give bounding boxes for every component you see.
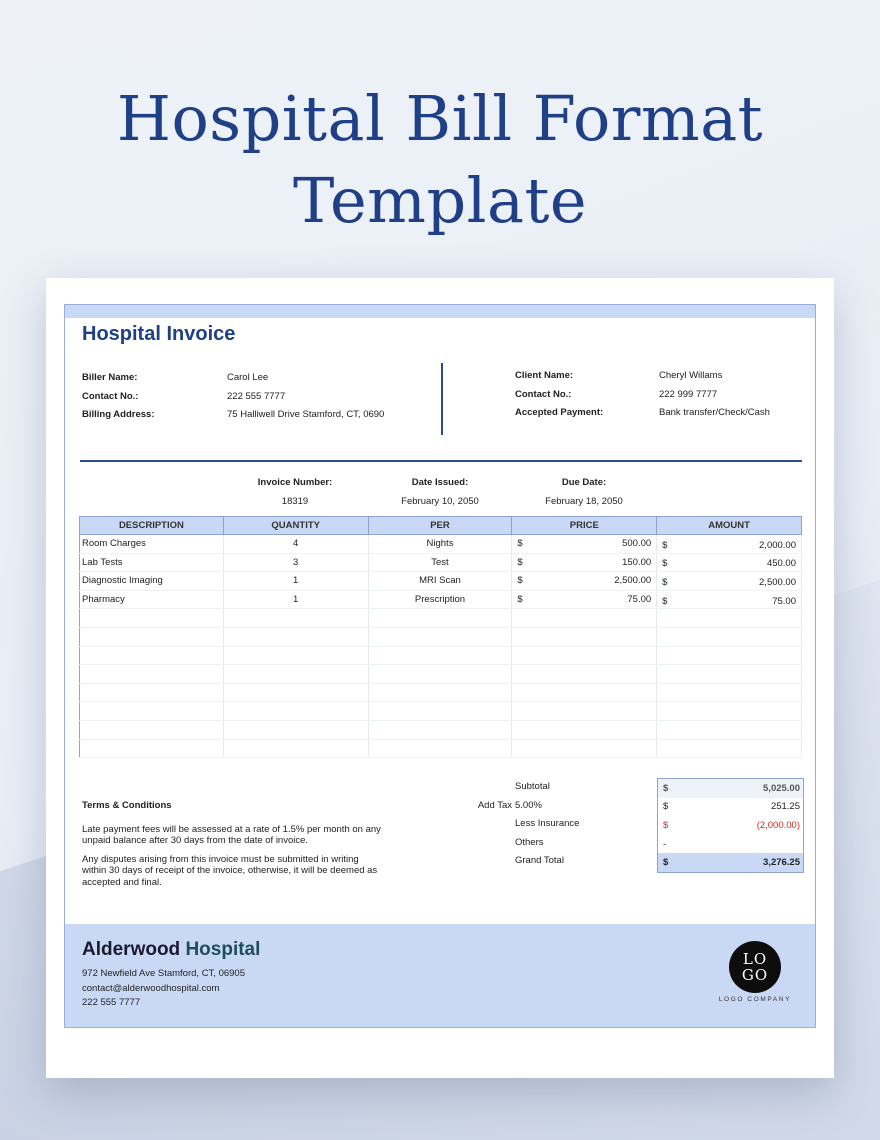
- vertical-divider: [441, 363, 443, 435]
- currency-symbol: $: [662, 576, 668, 588]
- client-contact-label: Contact No.:: [515, 388, 572, 400]
- currency-symbol: $: [662, 539, 668, 551]
- item-price-value: 2,500.00: [614, 575, 652, 587]
- logo-line2: GO: [741, 966, 769, 984]
- item-amount: [657, 535, 802, 554]
- currency-symbol: $: [662, 595, 668, 607]
- item-quantity: 4: [223, 535, 368, 554]
- currency-symbol: $: [663, 819, 669, 831]
- item-amount-value: 2,500.00: [759, 576, 796, 588]
- tax-rate: 5.00%: [515, 799, 542, 811]
- table-row: [80, 572, 802, 591]
- hospital-address: 972 Newfield Ave Stamford, CT, 06905: [82, 968, 246, 979]
- tax-row: [658, 798, 803, 817]
- item-price: [512, 590, 657, 609]
- totals-box: [657, 778, 804, 873]
- hero-title: [0, 78, 880, 242]
- invoice-number-block: [235, 473, 355, 511]
- item-quantity: 1: [223, 590, 368, 609]
- hospital-name: [82, 939, 260, 961]
- invoice-number: 18319: [281, 496, 309, 507]
- subtotal-label: Subtotal: [515, 781, 550, 792]
- item-price: [512, 572, 657, 591]
- terms-paragraph-1: Late payment fees will be assessed at a rate of 1.5% per month on any unpaid balance after 30 days from the date of invoice.: [82, 823, 381, 846]
- empty-row: [80, 665, 802, 684]
- date-issued-block: [380, 473, 500, 511]
- line-items-table: [79, 516, 802, 758]
- currency-symbol: $: [662, 558, 668, 570]
- biller-address-label: Billing Address:: [82, 409, 155, 420]
- item-price: [512, 535, 657, 554]
- client-name-label: Client Name:: [515, 370, 574, 381]
- item-description: Diagnostic Imaging: [80, 572, 224, 591]
- empty-row: [80, 739, 802, 758]
- client-name: Cheryl Willams: [659, 370, 723, 381]
- table-row: [80, 553, 802, 572]
- empty-row: [80, 720, 802, 739]
- terms-heading: Terms & Conditions: [82, 800, 172, 811]
- others-row: [658, 835, 803, 854]
- invoice-number-label: Invoice Number:: [257, 477, 333, 488]
- subtotal-row: [658, 779, 803, 798]
- accepted-payment-label: Accepted Payment:: [515, 407, 604, 418]
- logo-company: LOGO COMPANY: [718, 996, 791, 1003]
- top-accent-bar: [65, 305, 815, 318]
- currency-symbol: $: [517, 594, 523, 606]
- add-tax-label: Add Tax: [477, 799, 512, 811]
- item-description: Room Charges: [80, 535, 224, 554]
- client-contact: 222 999 7777: [659, 388, 718, 400]
- invoice-sheet: [46, 278, 834, 1078]
- currency-symbol: $: [517, 556, 523, 568]
- item-description: Lab Tests: [80, 553, 224, 572]
- biller-contact: 222 555 7777: [227, 390, 286, 402]
- item-amount: [657, 553, 802, 572]
- logo-icon: [729, 941, 781, 993]
- biller-name: Carol Lee: [227, 372, 269, 383]
- hospital-phone: 222 555 7777: [82, 997, 141, 1008]
- hospital-name-part2: Hospital: [185, 939, 261, 960]
- col-description: DESCRIPTION: [80, 517, 224, 535]
- currency-symbol: $: [663, 782, 669, 794]
- others-label: Others: [515, 836, 544, 848]
- hero-title-line2: Template: [292, 164, 588, 237]
- due-date: February 18, 2050: [545, 496, 623, 507]
- tax-label-column: [474, 778, 512, 815]
- footer: [65, 924, 815, 1027]
- terms-section: [82, 800, 382, 895]
- grand-total-row: [658, 853, 803, 872]
- hospital-contact: [82, 967, 245, 1011]
- tax-value: 251.25: [770, 801, 800, 813]
- empty-row: [80, 683, 802, 702]
- item-quantity: 1: [223, 572, 368, 591]
- invoice-frame: [64, 304, 816, 1028]
- currency-symbol: $: [517, 538, 523, 550]
- currency-symbol: $: [517, 575, 523, 587]
- currency-symbol: $: [663, 801, 669, 813]
- table-row: [80, 590, 802, 609]
- item-price-value: 75.00: [627, 594, 652, 606]
- item-quantity: 3: [223, 553, 368, 572]
- col-amount: AMOUNT: [657, 517, 802, 535]
- hospital-name-part1: Alderwood: [82, 939, 181, 960]
- table-header-row: [80, 517, 802, 535]
- insurance-row: [658, 816, 803, 835]
- item-per: MRI Scan: [368, 572, 512, 591]
- item-description: Pharmacy: [80, 590, 224, 609]
- hero-title-line1: Hospital Bill Format: [116, 82, 764, 155]
- logo-line1: LO: [742, 950, 768, 968]
- item-amount: [657, 572, 802, 591]
- currency-symbol: $: [663, 857, 669, 869]
- totals-labels: [515, 778, 579, 871]
- table-row: [80, 535, 802, 554]
- col-price: PRICE: [512, 517, 657, 535]
- horizontal-divider: [80, 460, 802, 462]
- insurance-value: (2,000.00): [756, 819, 800, 831]
- due-date-label: Due Date:: [561, 477, 607, 488]
- empty-row: [80, 627, 802, 646]
- item-price: [512, 553, 657, 572]
- item-amount-value: 2,000.00: [759, 539, 796, 551]
- hospital-email: contact@alderwoodhospital.com: [82, 982, 220, 994]
- item-amount-value: 75.00: [772, 595, 796, 607]
- biller-address: 75 Halliwell Drive Stamford, CT, 0690: [227, 409, 385, 420]
- empty-row: [80, 609, 802, 628]
- biller-name-label: Biller Name:: [82, 372, 138, 383]
- date-issued-label: Date Issued:: [411, 477, 469, 488]
- item-per: Test: [368, 553, 512, 572]
- item-per: Prescription: [368, 590, 512, 609]
- due-date-block: [524, 473, 644, 511]
- item-per: Nights: [368, 535, 512, 554]
- col-quantity: QUANTITY: [223, 517, 368, 535]
- item-price-value: 150.00: [622, 556, 652, 568]
- date-issued: February 10, 2050: [401, 496, 479, 507]
- insurance-label: Less Insurance: [515, 818, 580, 830]
- item-price-value: 500.00: [622, 538, 652, 550]
- item-amount-value: 450.00: [766, 558, 796, 570]
- invoice-title: Hospital Invoice: [82, 323, 236, 345]
- grand-total-label: Grand Total: [515, 855, 564, 867]
- client-info: [515, 367, 770, 423]
- others-value: -: [663, 838, 667, 850]
- biller-contact-label: Contact No.:: [82, 390, 139, 402]
- biller-info: [82, 369, 384, 425]
- grand-total-value: 3,276.25: [763, 857, 800, 869]
- empty-row: [80, 702, 802, 721]
- terms-paragraph-2: Any disputes arising from this invoice must be submitted in writing within 30 days of receipt of the invoice, otherwise, it will be deemed as accepted and final.: [82, 853, 378, 888]
- empty-row: [80, 646, 802, 665]
- subtotal-value: 5,025.00: [763, 782, 800, 794]
- col-per: PER: [368, 517, 512, 535]
- accepted-payment: Bank transfer/Check/Cash: [659, 407, 770, 418]
- item-amount: [657, 590, 802, 609]
